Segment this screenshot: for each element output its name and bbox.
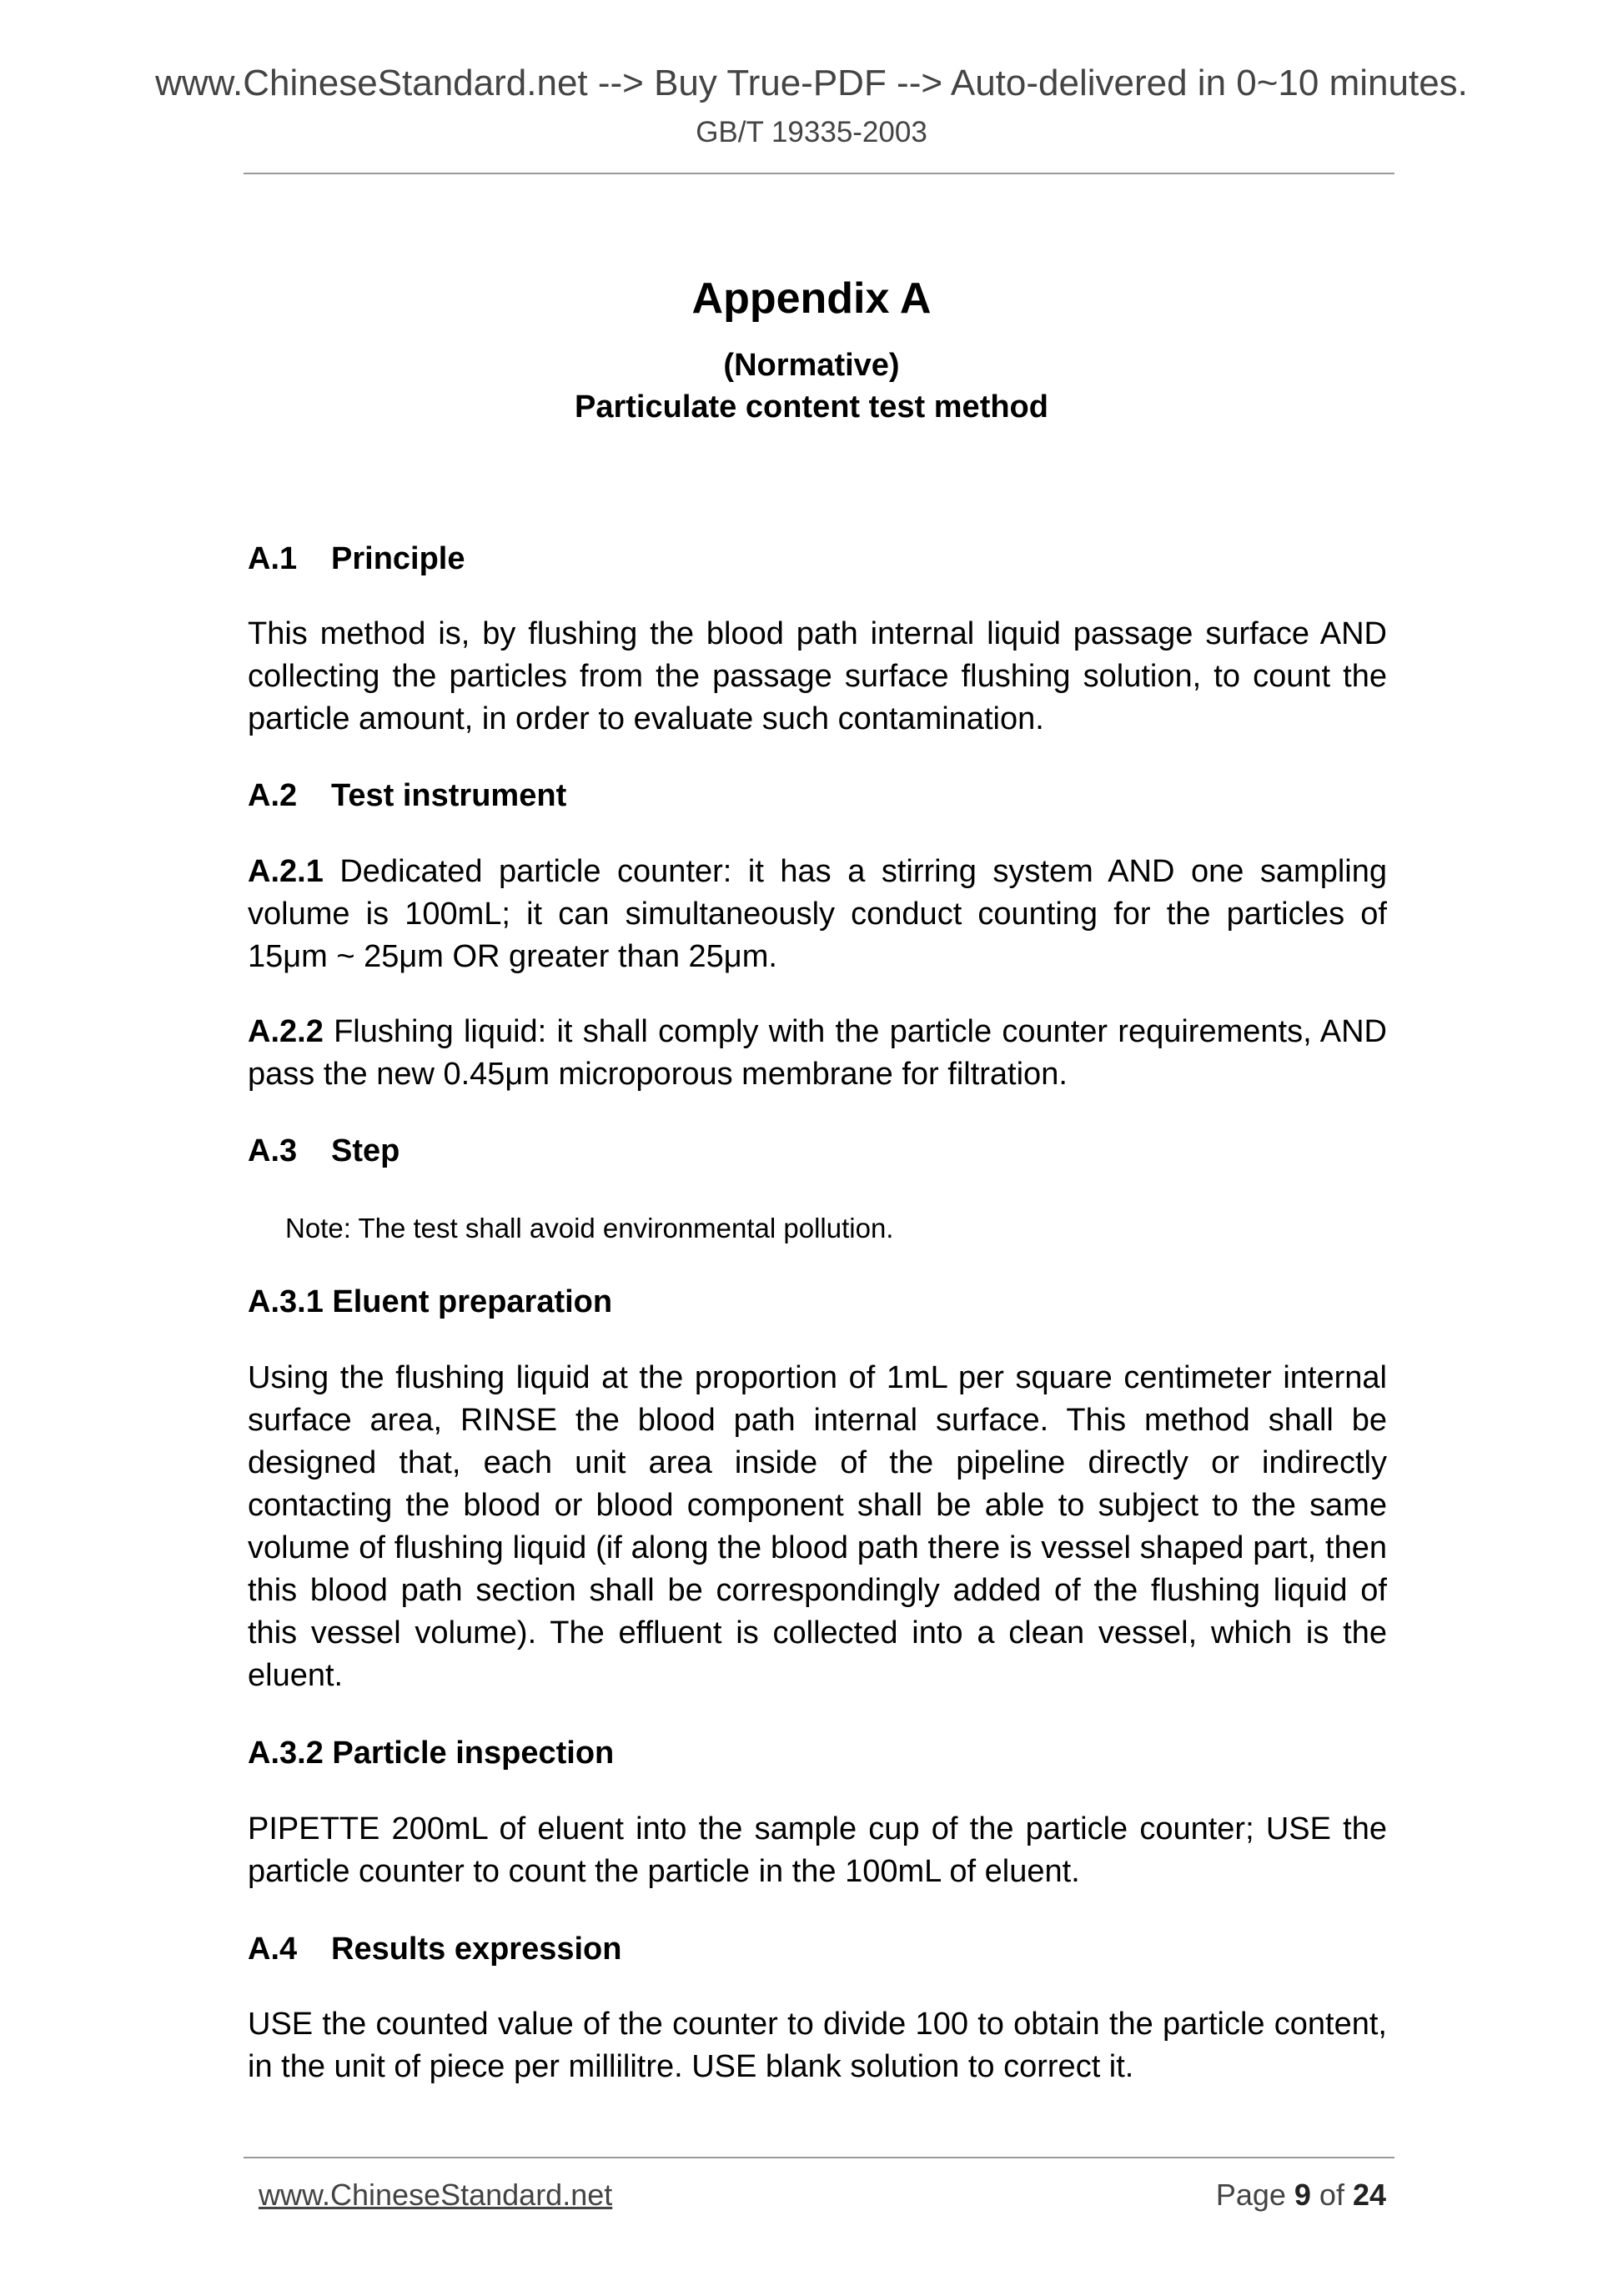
page-current: 9: [1294, 2178, 1311, 2212]
section-heading-a4: [248, 1932, 621, 1967]
paragraph-a2-2: [248, 1011, 1387, 1096]
footer-site-link[interactable]: www.ChineseStandard.net: [259, 2178, 613, 2212]
section-title: Principle: [331, 541, 465, 576]
appendix-title: Appendix A: [691, 274, 932, 323]
clause-text: Flushing liquid: it shall comply with the particle counter requirements, AND pass the new 0.45μm microporous membrane for filtration.: [248, 1014, 1387, 1092]
page-total: 24: [1352, 2178, 1386, 2212]
section-number: A.3: [248, 1133, 298, 1168]
header-promo-line: www.ChineseStandard.net --> Buy True-PDF --> Auto-delivered in 0~10 minutes.: [155, 63, 1468, 103]
section-heading-a1: [248, 542, 465, 577]
page-of: of: [1310, 2178, 1353, 2212]
header-standard-number: GB/T 19335-2003: [696, 116, 927, 148]
appendix-subtitle: Particulate content test method: [575, 389, 1048, 425]
note-environmental-pollution: Note: The test shall avoid environmental pollution.: [285, 1213, 894, 1243]
section-number: A.4: [248, 1932, 298, 1967]
section-heading-a3: [248, 1134, 399, 1169]
footer-page-number: [1001, 2178, 1386, 2212]
clause-number: A.2.2: [248, 1014, 324, 1049]
paragraph-a3-1-eluent: Using the flushing liquid at the proportion of 1mL per square centimeter internal surface area, RINSE the blood path internal surface. This method shall be designed that, each unit area inside of the pipeline directly or indirectly contacting the blood or blood component shall be able to subject to the same volume of flushing liquid (if along the blood path there is vessel shaped part, then this blood path section shall be correspondingly added of the flushing liquid of this vessel volume). The effluent is collected into a clean vessel, which is the eluent.: [248, 1360, 1387, 1693]
subsection-heading-a3-2: A.3.2 Particle inspection: [248, 1736, 615, 1771]
clause-number: A.2.1: [248, 854, 324, 889]
section-number: A.1: [248, 541, 298, 576]
section-title: Test instrument: [331, 778, 567, 813]
header-divider: [244, 173, 1394, 174]
subsection-heading-a3-1: A.3.1 Eluent preparation: [248, 1284, 613, 1319]
section-number: A.2: [248, 778, 298, 813]
section-heading-a2: [248, 779, 566, 814]
clause-text: Dedicated particle counter: it has a stirring system AND one sampling volume is 100mL; it can simultaneously conduct counting for the particles of 15μm ~ 25μm OR greater than 25μm.: [248, 854, 1387, 974]
appendix-normative-label: (Normative): [723, 348, 900, 383]
page-word: Page: [1215, 2178, 1294, 2212]
section-title: Step: [331, 1133, 400, 1168]
paragraph-a1-principle: This method is, by flushing the blood path internal liquid passage surface AND collecting the particles from the passage surface flushing solution, to count the particle amount, in order to evaluate such contamination.: [248, 616, 1387, 736]
paragraph-a3-2-inspection: PIPETTE 200mL of eluent into the sample cup of the particle counter; USE the particle counter to count the particle in the 100mL of eluent.: [248, 1811, 1387, 1889]
paragraph-a4-results: USE the counted value of the counter to divide 100 to obtain the particle content, in the unit of piece per millilitre. USE blank solution to correct it.: [248, 2007, 1387, 2084]
section-title: Results expression: [331, 1932, 622, 1967]
paragraph-a2-1: [248, 851, 1387, 978]
footer-divider: [244, 2157, 1394, 2158]
